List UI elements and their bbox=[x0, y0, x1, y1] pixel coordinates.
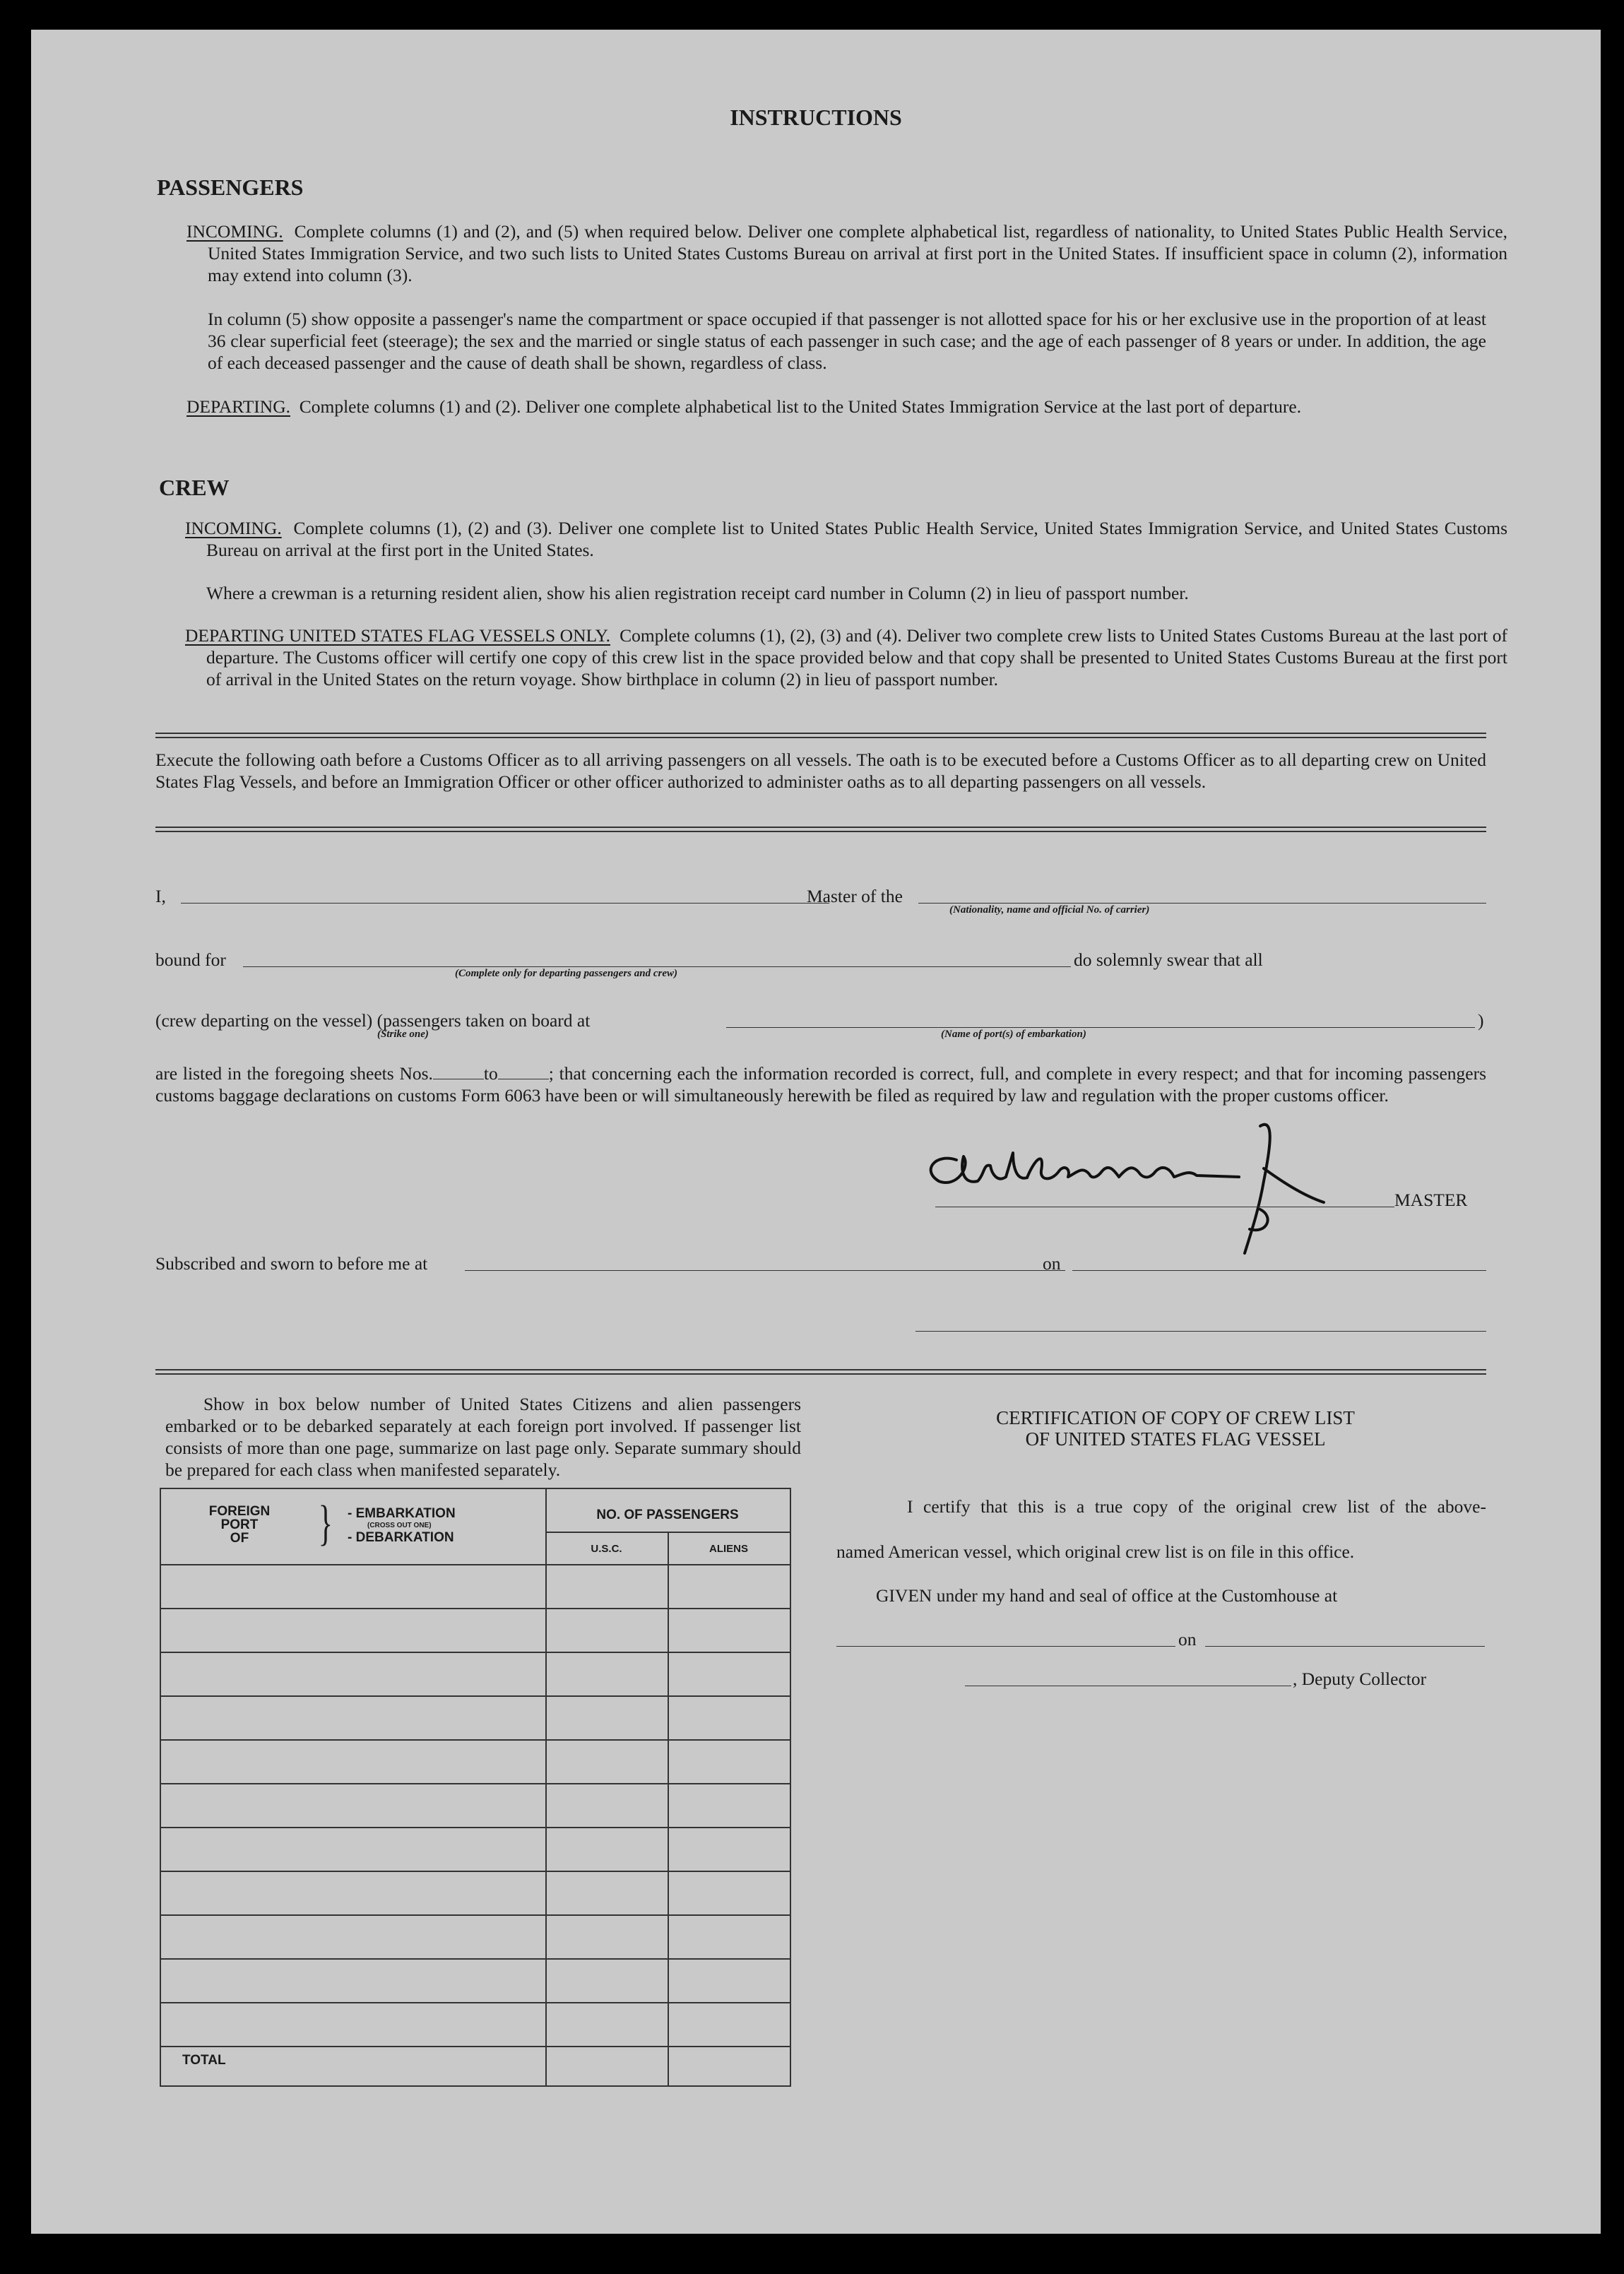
sheet-to-field[interactable] bbox=[498, 1065, 549, 1079]
embarkation-label: - EMBARKATION bbox=[348, 1506, 456, 1521]
passengers-incoming-text: Complete columns (1) and (2), and (5) when required below. Deliver one complete alphabetical list, regardless of nationality, to United States Public Health Service, United States Immigration Service, and two such lists to United States Customs Bureau on arrival at first port in the United States. If insufficient space in column (2), information may extend into column (3). bbox=[208, 221, 1508, 285]
table-row[interactable] bbox=[160, 1652, 790, 1653]
no-of-passengers-label: NO. OF PASSENGERS bbox=[596, 1508, 739, 1522]
passenger-summary-table bbox=[160, 1488, 791, 2087]
total-label: TOTAL bbox=[182, 2053, 226, 2068]
sworn-date-field[interactable] bbox=[1072, 1270, 1486, 1271]
foreign-port-of-label bbox=[194, 1505, 285, 1545]
table-row[interactable] bbox=[160, 1695, 790, 1697]
passengers-column5-paragraph: In column (5) show opposite a passenger's name the compartment or space occupied if that passenger is not allotted space for his or her exclusive use in the proportion of at least 36 clear superficial feet (steerage); the sex and the married or single status of each passenger in such case; and the age of each passenger of 8 years or under. In addition, the age of each deceased passenger and the cause of death shall be shown, regardless of class. bbox=[208, 309, 1486, 373]
master-label: MASTER bbox=[1394, 1190, 1468, 1210]
crew-departing-label: (crew departing on the vessel) (passengers taken on board at bbox=[155, 1010, 591, 1031]
strike-caption: (Strike one) bbox=[377, 1029, 429, 1040]
i-label: I, bbox=[155, 886, 166, 906]
bound-caption: (Complete only for departing passengers and crew) bbox=[455, 968, 677, 979]
passengers-departing-lead: DEPARTING. bbox=[186, 396, 290, 417]
certification-line-2: named American vessel, which original crew list is on file in this office. bbox=[836, 1541, 1355, 1562]
foreign-label: FOREIGN bbox=[208, 1504, 271, 1519]
table-row[interactable] bbox=[160, 1871, 790, 1872]
port-caption: (Name of port(s) of embarkation) bbox=[941, 1029, 1086, 1040]
deputy-collector-label: , Deputy Collector bbox=[1293, 1669, 1427, 1689]
table-divider bbox=[545, 1532, 790, 1533]
listed-label-2: ; that concerning each the information recorded is correct, full, and complete in every respect; and that for incoming passengers customs baggage declarations on customs Form 6063 have been or will simultaneously herewith be filed as required by law and regulation with the proper customs officer. bbox=[155, 1063, 1487, 1106]
usc-label: U.S.C. bbox=[591, 1543, 622, 1555]
customhouse-field[interactable] bbox=[836, 1646, 1175, 1647]
officer-signature-field[interactable] bbox=[915, 1331, 1486, 1332]
carrier-caption: (Nationality, name and official No. of carrier) bbox=[949, 904, 1150, 916]
listed-label-1: are listed in the foregoing sheets Nos. bbox=[155, 1063, 433, 1084]
sheet-from-field[interactable] bbox=[433, 1065, 484, 1079]
crew-incoming-lead: INCOMING. bbox=[185, 518, 282, 538]
aliens-label: ALIENS bbox=[709, 1543, 748, 1555]
of-label: OF bbox=[230, 1531, 249, 1546]
sworn-on-label: on bbox=[1043, 1253, 1061, 1274]
passengers-incoming-paragraph bbox=[186, 220, 1507, 286]
cross-out-label: (CROSS OUT ONE) bbox=[367, 1522, 432, 1529]
close-paren: ) bbox=[1478, 1010, 1484, 1031]
divider bbox=[155, 827, 1486, 828]
certification-heading bbox=[872, 1407, 1479, 1450]
document-page bbox=[31, 30, 1601, 2234]
table-row[interactable] bbox=[160, 1958, 790, 1960]
table-row[interactable] bbox=[160, 1783, 790, 1784]
sworn-place-field[interactable] bbox=[465, 1270, 1065, 1271]
divider bbox=[155, 1369, 1486, 1370]
certification-line-1: I certify that this is a true copy of the original crew list of the above- bbox=[907, 1496, 1486, 1517]
port-label: PORT bbox=[220, 1517, 259, 1532]
port-of-embarkation-field[interactable] bbox=[726, 1027, 1475, 1028]
crew-incoming-paragraph bbox=[185, 517, 1507, 561]
certification-date-field[interactable] bbox=[1205, 1646, 1485, 1647]
crew-incoming-text: Complete columns (1), (2) and (3). Deliver one complete list to United States Public Health Service, United States Immigration Service, and United States Customs Bureau on arrival at the first port in the United States. bbox=[206, 518, 1508, 560]
crew-departing-lead: DEPARTING UNITED STATES FLAG VESSELS ONLY. bbox=[185, 625, 611, 646]
table-row[interactable] bbox=[160, 1739, 790, 1741]
crew-departing-paragraph bbox=[185, 624, 1507, 690]
master-signature bbox=[907, 1103, 1401, 1273]
certification-line-3: GIVEN under my hand and seal of office at the Customhouse at bbox=[876, 1585, 1338, 1606]
divider bbox=[155, 733, 1486, 734]
table-row[interactable] bbox=[160, 1914, 790, 1916]
master-of-label: Master of the bbox=[807, 886, 903, 906]
debarkation-label: - DEBARKATION bbox=[348, 1530, 454, 1545]
passengers-heading: PASSENGERS bbox=[157, 174, 304, 200]
crew-heading: CREW bbox=[159, 475, 230, 500]
bound-for-label: bound for bbox=[155, 949, 226, 970]
passengers-departing-paragraph bbox=[186, 396, 1507, 418]
summary-instruction: Show in box below number of United States Citizens and alien passengers embarked or to be debarked separately at each foreign port involved. If passenger list consists of more than one page, summarize on last page only. Separate summary should be prepared for each class when manifested separately. bbox=[165, 1394, 801, 1480]
certification-heading-2: OF UNITED STATES FLAG VESSEL bbox=[1025, 1428, 1326, 1450]
certification-heading-1: CERTIFICATION OF COPY OF CREW LIST bbox=[996, 1407, 1355, 1428]
table-row[interactable] bbox=[160, 2002, 790, 2003]
crew-departing-text: Complete columns (1), (2), (3) and (4). Deliver two complete crew lists to United States Customs Bureau at the last port of departure. The Customs officer will certify one copy of this crew list in the space provided below and that copy shall be presented to United States Customs Bureau at the first port of arrival in the United States on the return voyage. Show birthplace in column (2) in lieu of passport number. bbox=[206, 625, 1507, 689]
table-divider bbox=[545, 1488, 547, 2085]
subscribed-label: Subscribed and sworn to before me at bbox=[155, 1253, 428, 1274]
page-title: INSTRUCTIONS bbox=[730, 105, 902, 130]
listed-paragraph bbox=[155, 1062, 1486, 1106]
bound-for-field[interactable] bbox=[243, 966, 1071, 967]
carrier-field[interactable] bbox=[918, 903, 1486, 904]
to-label: to bbox=[483, 1063, 498, 1084]
divider bbox=[155, 1373, 1486, 1375]
oath-instruction: Execute the following oath before a Customs Officer as to all arriving passengers on all vessels. The oath is to be executed before a Customs Officer as to all departing crew on United States Flag Vessels, and before an Immigration Officer or other officer authorized to administer oaths as to all departing passengers on all vessels. bbox=[155, 750, 1486, 792]
table-row[interactable] bbox=[160, 1827, 790, 1828]
certification-on-label: on bbox=[1178, 1629, 1197, 1650]
passengers-incoming-lead: INCOMING. bbox=[186, 221, 283, 242]
left-brace-icon: } bbox=[318, 1496, 333, 1551]
swear-label: do solemnly swear that all bbox=[1074, 949, 1263, 970]
master-name-field[interactable] bbox=[181, 903, 829, 904]
passengers-departing-text: Complete columns (1) and (2). Deliver one complete alphabetical list to the United States Immigration Service at the last port of departure. bbox=[299, 396, 1302, 417]
divider bbox=[155, 831, 1486, 832]
divider bbox=[155, 737, 1486, 738]
crew-resident-paragraph: Where a crewman is a returning resident alien, show his alien registration receipt card number in Column (2) in lieu of passport number. bbox=[206, 583, 1189, 603]
table-row[interactable] bbox=[160, 1608, 790, 1609]
table-row[interactable] bbox=[160, 2046, 790, 2047]
table-row[interactable] bbox=[160, 1564, 790, 1565]
